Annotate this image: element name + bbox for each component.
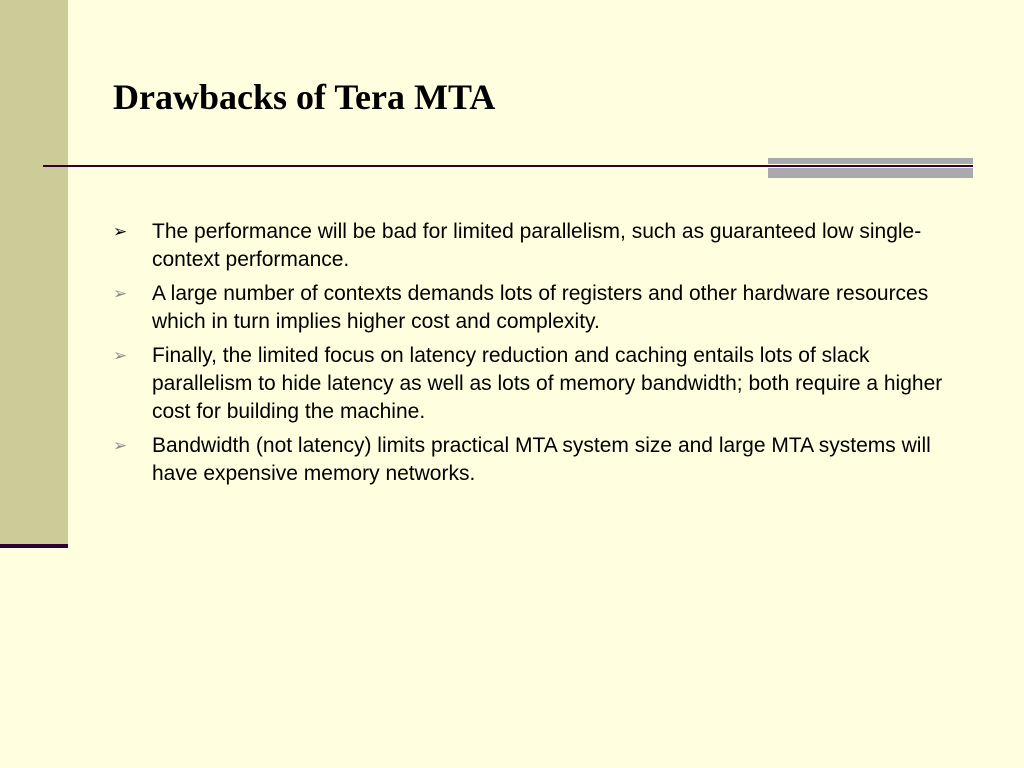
bullet-item bbox=[113, 280, 973, 336]
arrow-bullet-icon: ➢ bbox=[113, 284, 128, 303]
bullet-text: Finally, the limited focus on latency reduction and caching entails lots of slack parallelism to hide latency as well as lots of memory bandwidth; both require a higher cost for building the machine. bbox=[152, 344, 943, 423]
title-accent-bar-top bbox=[768, 158, 973, 164]
bullet-list bbox=[113, 218, 973, 494]
bullet-text: A large number of contexts demands lots of registers and other hardware resources which in turn implies higher cost and complexity. bbox=[152, 282, 929, 333]
sidebar-decoration bbox=[0, 0, 68, 545]
arrow-bullet-icon: ➢ bbox=[113, 436, 128, 455]
bullet-item bbox=[113, 432, 973, 488]
arrow-bullet-icon: ➢ bbox=[113, 346, 128, 365]
bullet-item bbox=[113, 218, 973, 274]
title-accent-bar-bottom bbox=[768, 168, 973, 178]
arrow-bullet-icon: ➢ bbox=[113, 222, 128, 241]
sidebar-rule bbox=[0, 544, 68, 548]
bullet-item bbox=[113, 342, 973, 426]
slide-title: Drawbacks of Tera MTA bbox=[113, 77, 496, 117]
bullet-text: The performance will be bad for limited parallelism, such as guaranteed low single-context performance. bbox=[152, 220, 922, 271]
title-divider bbox=[43, 165, 973, 167]
bullet-text: Bandwidth (not latency) limits practical MTA system size and large MTA systems will have expensive memory networks. bbox=[152, 434, 931, 485]
